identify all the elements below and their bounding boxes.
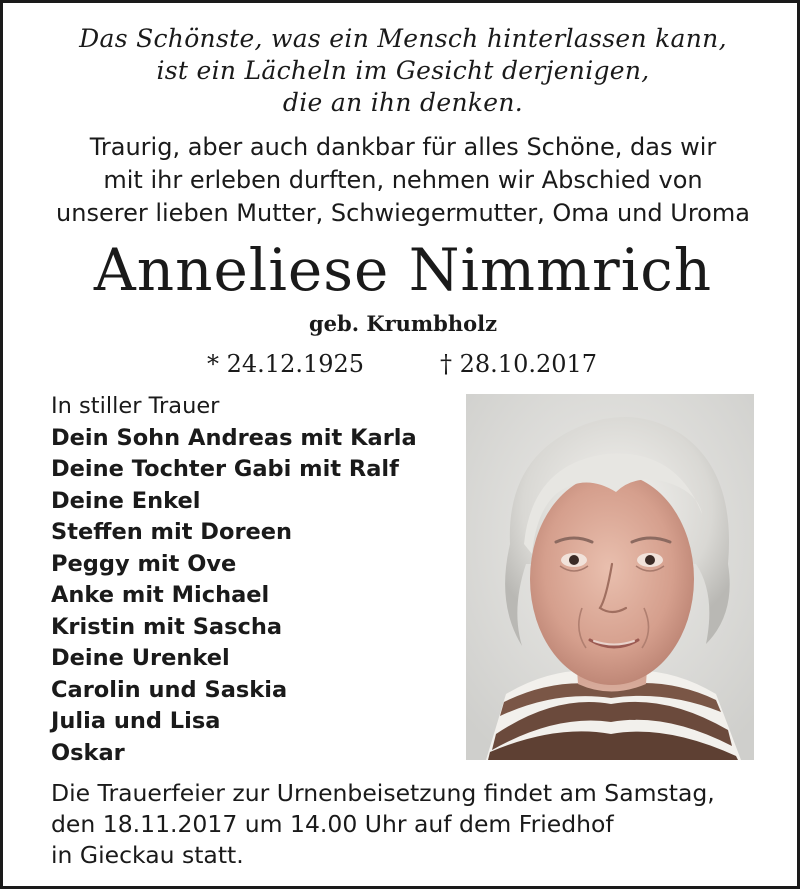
- mourner-entry: Deine Enkel: [51, 487, 201, 514]
- intro-line: mit ihr erleben durften, nehmen wir Abschied von: [103, 166, 703, 194]
- intro-text: [3, 131, 800, 230]
- quote-line: ist ein Lächeln im Gesicht derjenigen,: [156, 56, 650, 85]
- funeral-notice: [51, 778, 771, 871]
- portrait-photo: [466, 394, 754, 760]
- mourners-lead: In stiller Trauer: [51, 393, 220, 419]
- funeral-notice-line: Die Trauerfeier zur Urnenbeisetzung findet am Samstag,: [51, 779, 715, 807]
- mourner-entry: Anke mit Michael: [51, 582, 270, 608]
- birth-name: geb. Krumbholz: [308, 311, 497, 336]
- quote-line: die an ihn denken.: [282, 88, 524, 117]
- deceased-name: Anneliese Nimmrich: [93, 236, 713, 304]
- mourner-entry: Oskar: [51, 739, 125, 766]
- mourner-entry: Steffen mit Doreen: [51, 519, 293, 545]
- mourner-entry: Carolin und Saskia: [51, 676, 288, 703]
- funeral-notice-line: in Gieckau statt.: [51, 841, 244, 869]
- mourner-entry: Julia und Lisa: [51, 708, 221, 734]
- portrait-image: [466, 394, 754, 760]
- funeral-notice-line: den 18.11.2017 um 14.00 Uhr auf dem Friedhof: [51, 810, 614, 838]
- memorial-quote: [3, 23, 800, 119]
- mourner-entry: Peggy mit Ove: [51, 550, 237, 577]
- intro-line: Traurig, aber auch dankbar für alles Schöne, das wir: [89, 133, 717, 161]
- mourner-entry: Deine Urenkel: [51, 645, 230, 671]
- mourner-entry: Deine Tochter Gabi mit Ralf: [51, 456, 399, 482]
- mourners-list: [51, 391, 461, 769]
- death-date: † 28.10.2017: [440, 350, 598, 378]
- intro-line: unserer lieben Mutter, Schwiegermutter, Oma und Uroma: [56, 199, 750, 227]
- birth-date: * 24.12.1925: [207, 350, 365, 378]
- quote-line: Das Schönste, was ein Mensch hinterlassen kann,: [79, 24, 727, 53]
- mourner-entry: Dein Sohn Andreas mit Karla: [51, 424, 417, 451]
- mourner-entry: Kristin mit Sascha: [51, 613, 283, 640]
